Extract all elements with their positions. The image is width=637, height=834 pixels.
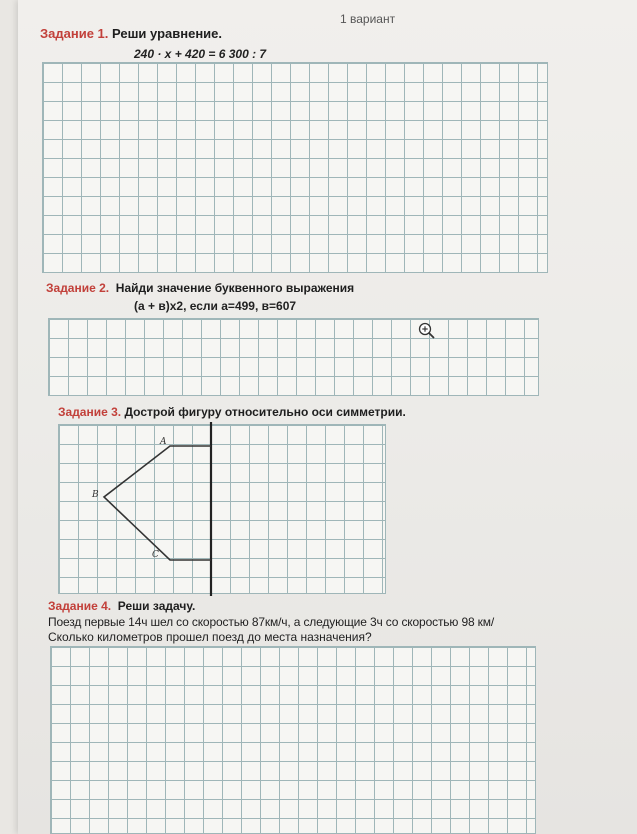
zoom-in-icon[interactable] [418, 322, 436, 340]
task1-title: Реши уравнение. [112, 26, 223, 41]
task2-answer-grid[interactable] [48, 318, 539, 396]
task4-text-line2: Сколько километров прошел поезд до места назначения? [48, 630, 372, 644]
point-b-label: B [92, 490, 99, 500]
task3-title: Дострой фигуру относительно оси симметрии. [124, 405, 406, 419]
task4-text-line1: Поезд первые 14ч шел со скоростью 87км/ч, а следующие 3ч со скоростью 98 км/ [48, 615, 495, 629]
task4-answer-grid[interactable] [50, 646, 536, 834]
task1-answer-grid[interactable] [42, 62, 548, 273]
task2-label: Задание 2. [46, 281, 110, 295]
task4-heading [48, 599, 195, 613]
task1-label: Задание 1. [40, 26, 109, 41]
variant-label: 1 вариант [340, 12, 396, 26]
task3-heading [58, 405, 406, 419]
task4-label: Задание 4. [48, 599, 112, 613]
task2-expression: (а + в)х2, если а=499, в=607 [134, 299, 297, 313]
task3-label: Задание 3. [58, 405, 122, 419]
task1-heading [40, 26, 222, 41]
task2-title: Найди значение буквенного выражения [115, 281, 355, 295]
task3-drawing-grid[interactable] [58, 424, 386, 594]
task1-equation: 240 · x + 420 = 6 300 : 7 [134, 47, 267, 61]
point-a-label: A [160, 437, 167, 447]
task2-heading [46, 281, 354, 295]
task4-title: Реши задачу. [117, 599, 196, 613]
point-c-label: C [152, 550, 159, 560]
